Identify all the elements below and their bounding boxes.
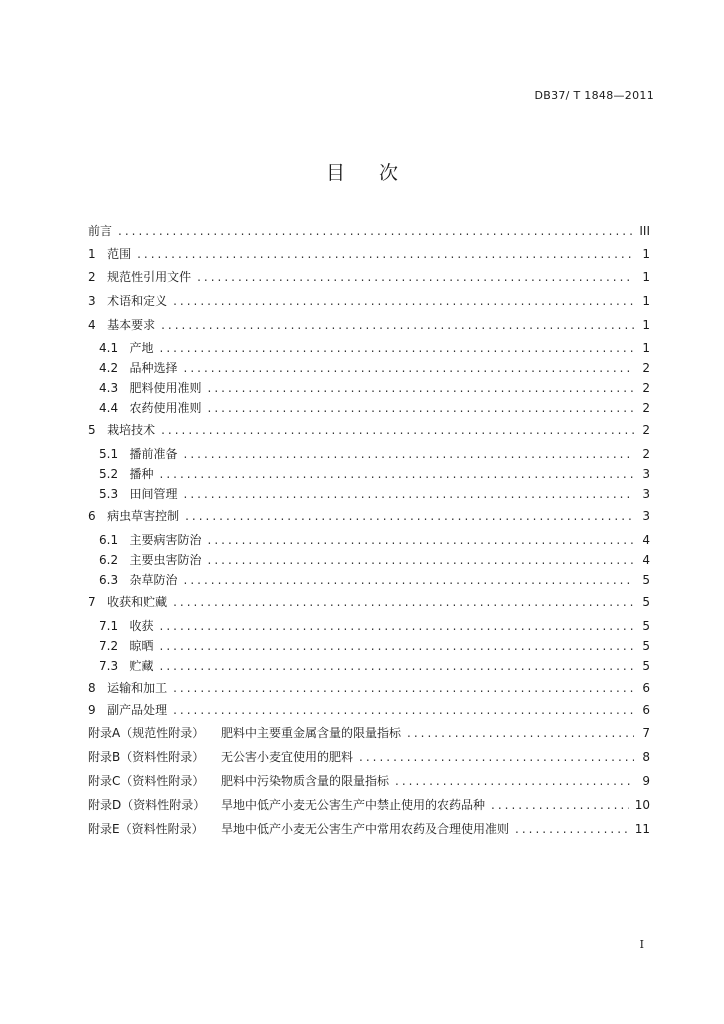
toc-entry-page: 7 [642,726,650,740]
toc-entry-label: 产地 [129,341,154,355]
toc-entry-label: 主要病害防治 [129,533,202,547]
toc-dot-leader [173,294,634,308]
toc-entry[interactable] [88,262,650,284]
toc-entry-number: 8 [88,681,108,695]
toc-entry[interactable] [99,393,650,415]
toc-entry-label: 旱地中低产小麦无公害生产中禁止使用的农药品种 [221,798,486,812]
toc-entry-number: 2 [88,270,108,284]
toc-entry-label: 田间管理 [129,487,178,501]
toc-dot-leader [515,822,629,836]
toc-dot-leader [407,726,634,740]
toc-entry-page: 4 [642,553,650,567]
toc-entry-number: 5.3 [99,487,130,501]
toc-entry-page: 3 [642,467,650,481]
toc-entry-number: 附录E（资料性附录） [88,822,204,836]
toc-entry-page: 2 [642,361,650,375]
toc-entry-label: 基本要求 [107,318,156,332]
toc-dot-leader [173,681,634,695]
toc-entry-page: 5 [642,573,650,587]
toc-entry-page: 1 [642,318,650,332]
toc-entry-number: 9 [88,703,108,717]
toc-entry-page: III [639,224,650,238]
toc-entry-number: 4.3 [99,381,130,395]
toc-entry-number: 附录D（资料性附录） [88,798,206,812]
toc-entry[interactable] [88,814,650,836]
toc-entry-label: 肥料使用准则 [129,381,202,395]
toc-entry-page: 1 [642,247,650,261]
toc-dot-leader [395,774,634,788]
toc-entry-page: 3 [642,487,650,501]
toc-dot-leader [161,318,634,332]
toc-entry-label: 术语和定义 [107,294,168,308]
toc-entry-number: 6.3 [99,573,130,587]
toc-entry[interactable] [99,373,650,395]
toc-entry-label: 旱地中低产小麦无公害生产中常用农药及合理使用准则 [221,822,510,836]
toc-entry-number: 1 [88,247,108,261]
page-number: I [639,938,644,951]
toc-dot-leader [173,703,634,717]
toc-dot-leader [359,750,634,764]
toc-entry[interactable] [88,415,650,437]
toc-entry-label: 晾晒 [129,639,154,653]
toc-entry[interactable] [88,766,650,788]
toc-entry[interactable] [99,459,650,481]
toc-dot-leader [185,509,634,523]
toc-entry-page: 5 [642,595,650,609]
toc-entry[interactable] [88,673,650,695]
toc-dot-leader [197,270,634,284]
toc-entry-label: 播前准备 [129,447,178,461]
toc-entry[interactable] [99,651,650,673]
toc-entry-number: 6.2 [99,553,130,567]
toc-entry-page: 9 [642,774,650,788]
toc-entry-page: 5 [642,619,650,633]
toc-entry-page: 2 [642,401,650,415]
toc-entry-label: 收获 [129,619,154,633]
toc-entry-number: 5.2 [99,467,130,481]
toc-entry[interactable] [99,611,650,633]
toc-entry[interactable] [88,790,650,812]
toc-entry-label: 品种选择 [129,361,178,375]
toc-entry-page: 5 [642,639,650,653]
toc-entry-number: 6 [88,509,108,523]
toc-dot-leader [208,401,634,415]
toc-entry-page: 1 [642,270,650,284]
toc-entry[interactable] [99,333,650,355]
toc-entry-page: 6 [642,703,650,717]
toc-entry-label: 主要虫害防治 [129,553,202,567]
toc-entry-page: 5 [642,659,650,673]
toc-entry-label: 收获和贮藏 [107,595,168,609]
toc-entry-number: 7.3 [99,659,130,673]
toc-entry[interactable] [88,216,650,238]
toc-entry[interactable] [99,631,650,653]
toc-entry-label: 运输和加工 [107,681,168,695]
toc-dot-leader [184,573,634,587]
toc-entry[interactable] [99,439,650,461]
toc-entry-number: 4.2 [99,361,130,375]
toc-entry[interactable] [99,545,650,567]
toc-entry-number: 6.1 [99,533,130,547]
page-title: 目次 [325,162,432,184]
toc-entry-number: 4 [88,318,108,332]
toc-entry-page: 1 [642,341,650,355]
toc-entry-page: 1 [642,294,650,308]
toc-entry-label: 播种 [129,467,154,481]
document-code: DB37/ T 1848—2011 [534,89,654,102]
toc-entry[interactable] [99,353,650,375]
toc-entry-label: 杂草防治 [129,573,178,587]
toc-entry-number: 附录B（资料性附录） [88,750,205,764]
toc-entry-number: 5 [88,423,108,437]
toc-entry-label: 肥料中主要重金属含量的限量指标 [221,726,402,740]
toc-entry-number: 5.1 [99,447,130,461]
toc-dot-leader [137,247,634,261]
toc-entry-page: 6 [642,681,650,695]
toc-entry-page: 3 [642,509,650,523]
toc-entry-page: 11 [634,822,650,836]
toc-entry-label: 农药使用准则 [129,401,202,415]
toc-dot-leader [160,659,634,673]
toc-entry[interactable] [88,587,650,609]
toc-dot-leader [173,595,634,609]
toc-entry[interactable] [88,239,650,261]
toc-entry[interactable] [88,501,650,523]
toc-entry-page: 2 [642,447,650,461]
toc-entry[interactable] [88,695,650,717]
toc-entry-label: 贮藏 [129,659,154,673]
toc-entry-number: 7 [88,595,108,609]
toc-entry[interactable] [99,525,650,547]
toc-entry[interactable] [99,565,650,587]
toc-entry-label: 无公害小麦宜使用的肥料 [221,750,354,764]
toc-entry-page: 10 [634,798,650,812]
toc-entry-number: 附录A（规范性附录） [88,726,205,740]
toc-entry[interactable] [88,718,650,740]
toc-entry-label: 副产品处理 [107,703,168,717]
toc-entry[interactable] [88,286,650,308]
toc-entry-number: 4.1 [99,341,130,355]
toc-dot-leader [118,224,633,238]
toc-dot-leader [161,423,634,437]
toc-entry[interactable] [99,479,650,501]
toc-entry[interactable] [88,310,650,332]
toc-entry-label: 栽培技术 [107,423,156,437]
toc-dot-leader [491,798,629,812]
toc-entry-page: 2 [642,423,650,437]
toc-entry-page: 2 [642,381,650,395]
toc-entry-number: 4.4 [99,401,130,415]
toc-entry-label: 前言 [88,224,113,238]
toc-entry-number: 7.2 [99,639,130,653]
toc-dot-leader [184,487,634,501]
toc-entry-number: 7.1 [99,619,130,633]
toc-entry-label: 范围 [107,247,132,261]
toc-entry-label: 病虫草害控制 [107,509,180,523]
toc-entry-page: 8 [642,750,650,764]
toc-entry-number: 3 [88,294,108,308]
toc-entry-page: 4 [642,533,650,547]
toc-entry-number: 附录C（资料性附录） [88,774,205,788]
toc-entry-label: 规范性引用文件 [107,270,192,284]
toc-entry[interactable] [88,742,650,764]
toc-entry-label: 肥料中污染物质含量的限量指标 [221,774,390,788]
